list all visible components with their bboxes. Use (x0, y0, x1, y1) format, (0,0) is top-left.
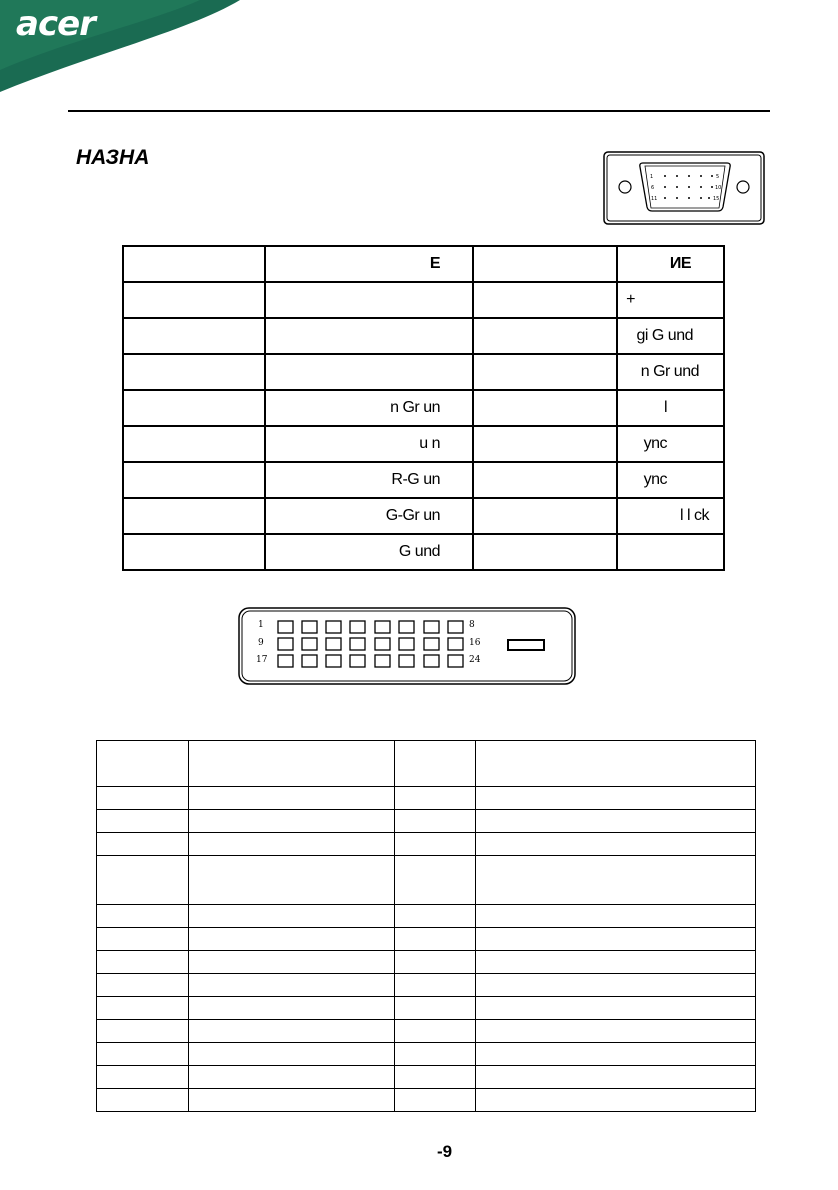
table-row (123, 462, 724, 498)
table-cell (395, 833, 476, 856)
table-cell (473, 318, 617, 354)
table-cell (97, 810, 189, 833)
table-cell: G und (265, 534, 473, 570)
table-cell (189, 741, 395, 787)
vga-pin-label-1: 1 (650, 174, 654, 180)
dvi-pin-label-1: 1 (258, 620, 264, 630)
table-row (123, 426, 724, 462)
table-cell (473, 462, 617, 498)
table-cell (123, 318, 265, 354)
table-cell (476, 1020, 756, 1043)
table-cell (395, 1089, 476, 1112)
table-cell (123, 246, 265, 282)
table-row (97, 997, 756, 1020)
acer-logo: acer (16, 4, 95, 44)
vga-connector-icon (603, 151, 765, 225)
table-cell: gi G und (617, 318, 724, 354)
table-cell (395, 997, 476, 1020)
table-cell (476, 905, 756, 928)
table-cell (473, 282, 617, 318)
table-cell (265, 282, 473, 318)
table-cell (97, 787, 189, 810)
table-cell (189, 810, 395, 833)
page-number: -9 (437, 1142, 453, 1161)
table-cell: R-G un (265, 462, 473, 498)
table-row (97, 856, 756, 905)
table-cell (395, 1066, 476, 1089)
section-title: НАЗНА (76, 146, 150, 169)
table-cell (476, 1066, 756, 1089)
table-cell (97, 833, 189, 856)
table-row (97, 1066, 756, 1089)
table-cell (476, 810, 756, 833)
table-cell (97, 951, 189, 974)
table-cell: u n (265, 426, 473, 462)
vga-pin-label-5: 5 (716, 174, 720, 180)
table-cell: l (617, 390, 724, 426)
table-row (97, 810, 756, 833)
table-cell (476, 1089, 756, 1112)
table-cell (473, 426, 617, 462)
table-cell (395, 1020, 476, 1043)
table-cell (395, 928, 476, 951)
table-cell (189, 1066, 395, 1089)
table-cell (189, 833, 395, 856)
table-row (97, 1020, 756, 1043)
table-row (123, 498, 724, 534)
table-cell (395, 974, 476, 997)
table-cell (97, 1066, 189, 1089)
table-cell: + (617, 282, 724, 318)
table-row (97, 1043, 756, 1066)
table-cell (189, 997, 395, 1020)
table-row (97, 974, 756, 997)
table-cell (395, 905, 476, 928)
header-rule (68, 110, 770, 112)
table-cell (395, 856, 476, 905)
table-row (97, 787, 756, 810)
table-row (123, 318, 724, 354)
table-cell (617, 534, 724, 570)
table-cell (97, 997, 189, 1020)
table-cell (476, 741, 756, 787)
dvi-pin-label-17: 17 (256, 655, 268, 665)
table-cell (395, 741, 476, 787)
table-cell (265, 354, 473, 390)
table-cell: ИЕ (617, 246, 724, 282)
table-cell (265, 318, 473, 354)
table-cell (395, 1043, 476, 1066)
table-cell (395, 787, 476, 810)
table-row (97, 905, 756, 928)
table-cell (189, 928, 395, 951)
vga-pin-label-15: 15 (713, 196, 720, 202)
dvi-connector-icon (238, 607, 578, 687)
table-row (97, 1089, 756, 1112)
table-cell: ync (617, 462, 724, 498)
table-cell (123, 498, 265, 534)
table-cell (97, 741, 189, 787)
dvi-pin-label-8: 8 (469, 620, 475, 630)
table-cell (189, 787, 395, 810)
table-cell (473, 498, 617, 534)
table-row (123, 246, 724, 282)
table-cell (476, 787, 756, 810)
table-cell: Е (265, 246, 473, 282)
vga-pin-label-11: 11 (651, 196, 658, 202)
table-cell (189, 1089, 395, 1112)
table-cell: G-Gr un (265, 498, 473, 534)
dvi-pin-label-24: 24 (469, 655, 481, 665)
table-cell (123, 282, 265, 318)
dvi-pin-table (96, 740, 756, 1112)
table-cell (476, 974, 756, 997)
table-row (123, 282, 724, 318)
table-cell (189, 951, 395, 974)
table-cell (123, 390, 265, 426)
table-cell (97, 905, 189, 928)
table-cell (473, 354, 617, 390)
table-cell (473, 246, 617, 282)
table-cell (189, 974, 395, 997)
table-row (97, 951, 756, 974)
table-cell: n Gr und (617, 354, 724, 390)
table-cell (476, 951, 756, 974)
table-cell (189, 905, 395, 928)
table-cell (189, 856, 395, 905)
table-cell (123, 426, 265, 462)
table-cell (473, 390, 617, 426)
table-cell (476, 856, 756, 905)
table-cell (97, 1020, 189, 1043)
table-cell (476, 997, 756, 1020)
table-cell: l l ck (617, 498, 724, 534)
table-row (123, 354, 724, 390)
table-cell (476, 928, 756, 951)
table-cell (123, 354, 265, 390)
dvi-pin-label-16: 16 (469, 638, 481, 648)
dvi-pin-label-9: 9 (258, 638, 264, 648)
vga-pin-table (122, 245, 725, 571)
table-cell: n Gr un (265, 390, 473, 426)
vga-pin-label-10: 10 (715, 185, 722, 191)
table-row (97, 833, 756, 856)
table-cell (97, 1043, 189, 1066)
table-cell (97, 974, 189, 997)
table-cell (476, 1043, 756, 1066)
table-row (97, 928, 756, 951)
table-cell (189, 1020, 395, 1043)
vga-pin-label-6: 6 (651, 185, 655, 191)
table-cell (395, 951, 476, 974)
table-cell (97, 856, 189, 905)
table-cell (97, 1089, 189, 1112)
table-cell (123, 534, 265, 570)
table-row (123, 534, 724, 570)
table-cell (395, 810, 476, 833)
table-cell (189, 1043, 395, 1066)
table-cell (97, 928, 189, 951)
table-cell (123, 462, 265, 498)
table-row (123, 390, 724, 426)
table-row (97, 741, 756, 787)
table-cell (476, 833, 756, 856)
table-cell: ync (617, 426, 724, 462)
table-cell (473, 534, 617, 570)
